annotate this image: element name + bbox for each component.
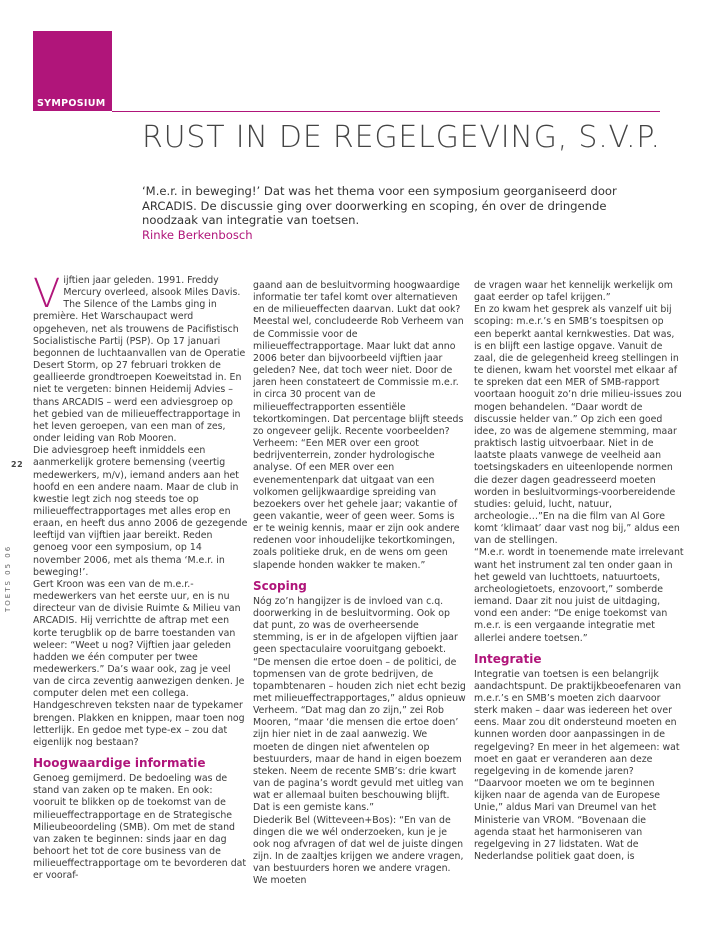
- column-2: [253, 280, 466, 888]
- article-lead: [142, 184, 662, 242]
- paragraph: Integratie van toetsen is een belangrijk aandachtspunt. De praktijkbeoefenaren van m.e.r.’s en SMB’s moeten zich daarvoor sterk maken – daar was iedereen het over eens. Maar zou dit ondersteund moeten en kunnen worden door aanpassingen in de regelgeving? En meer in het algemeen: wat moet en gaat er veranderen aan deze regelgeving in de komende jaren?: [474, 668, 682, 777]
- drop-cap: V: [33, 271, 61, 317]
- paragraph: En zo kwam het gesprek als vanzelf uit bij scoping: m.e.r.’s en SMB’s toespitsen op een beperkt aantal kernkwesties. Dat was, is en blijft een lastige opgave. Vanuit de zaal, die de gelegenheid kreeg stellingen in te dienen, kwam het voorstel met elkaar af te spreken dat een MER of SMB-rapport voortaan hooguit zo’n drie milieu-issues zou mogen behandelen. “Daar wordt de discussie helder van.” Op zich een goed idee, zo was de algemene stemming, maar praktisch lastig uitvoerbaar. Niet in de laatste plaats vanwege de veelheid aan toetsingskaders en uiteenlopende normen die dezer dagen geadresseerd moeten worden in besluitvormings-voorbereidende studies: geluid, lucht, natuur, archeologie…”En na die film van Al Gore komt ‘klimaat’ daar vast nog bij,” aldus een van de stellingen.: [474, 304, 682, 547]
- paragraph: Die adviesgroep heeft inmiddels een aanmerkelijk grotere bemensing (veertig medewerkers, m/v), iemand anders aan het hoofd en een andere naam. Maar de club in kwestie legt zich nog steeds toe op milieueffectrapportages met alles erop en eraan, en heeft dus anno 2006 de gezegende leeftijd van vijftien jaar bereikt. Reden genoeg voor een symposium, op 14 november 2006, met als thema ‘M.e.r. in beweging!’.: [33, 445, 248, 578]
- paragraph: de vragen waar het kennelijk werkelijk om gaat eerder op tafel krijgen.”: [474, 280, 673, 304]
- column-1: [33, 271, 248, 883]
- paragraph: Genoeg gemijmerd. De bedoeling was de stand van zaken op te maken. En ook: vooruit te blikken op de toekomst van de milieueffectrapportage en de Strategische Milieubeoordeling (SMB). Om met de stand van zaken te beginnen: sinds jaar en dag behoort het tot de core business van de milieueffectrapportage om te bevorderen dat er vooraf-: [33, 773, 247, 882]
- lead-text: ‘M.e.r. in beweging!’ Dat was het thema voor een symposium georganiseerd door ARCADIS. De discussie ging over doorwerking en scoping, én over de dringende noodzaak van integratie van toetsen.: [142, 184, 617, 227]
- header-rule: [112, 111, 660, 112]
- subheading-integratie: Integratie: [474, 651, 542, 666]
- magazine-issue-label: TOETS 05 06: [4, 544, 12, 612]
- paragraph: ijftien jaar geleden. 1991. Freddy Mercury overleed, alsook Miles Davis. The Silence of the Lambs ging in première. Het Warschaupact werd opgeheven, net als trouwens de Pacifistisch Socialistische Partij (PSP). Op 17 januari begonnen de luchtaanvallen van de Operatie Desert Storm, op 27 februari trokken de geallieerde grondtroepen Koeweitstad in. En niet te vergeten: binnen Heidemij Advies – thans ARCADIS – werd een adviesgroep op het gebied van de milieueffectrapportage in het leven geroepen, van een man of zes, onder leiding van Rob Mooren.: [33, 275, 246, 445]
- paragraph: Diederik Bel (Witteveen+Bos): “En van de dingen die we wél onderzoeken, kun je je ook nog afvragen of dat wel de juiste dingen zijn. In de zaaltjes krijgen we andere vragen, van bestuurders horen we andere vragen. We moeten: [253, 814, 464, 887]
- section-tag: SYMPOSIUM: [37, 98, 106, 109]
- column-3: [474, 280, 684, 863]
- subheading-scoping: Scoping: [253, 578, 307, 593]
- paragraph: Gert Kroon was een van de m.e.r.-medewerkers van het eerste uur, en is nu directeur van de divisie Ruimte & Milieu van ARCADIS. Hij verrichtte de aftrap met een korte terugblik op de barre toestanden van weleer: “Weet u nog? Vijftien jaar geleden hadden we één computer per twee medewerkers.” Da’s waar ook, zag je veel van de circa zeventig aanwezigen denken. Je computer delen met een collega. Handgeschreven teksten naar de typekamer brengen. Plakken en knippen, maar toen nog letterlijk. En gedoe met type-ex – zou dat eigenlijk nog bestaan?: [33, 578, 245, 748]
- article-headline: RUST IN DE REGELGEVING, S.V.P.: [142, 120, 661, 155]
- subheading-hoogwaardige-informatie: Hoogwaardige informatie: [33, 756, 206, 771]
- paragraph: “Daarvoor moeten we om te beginnen kijken naar de agenda van de Europese Unie,” aldus Mari van Dreumel van het Ministerie van VROM. “Bovenaan die agenda staat het harmoniseren van regelgeving in 27 lidstaten. Wat de Nederlandse politiek gaat doen, is: [474, 778, 661, 863]
- paragraph: gaand aan de besluitvorming hoogwaardige informatie ter tafel komt over alternatieven en de milieueffecten daarvan. Lukt dat ook? Meestal wel, concludeerde Rob Verheem van de Commissie voor de milieueffectrapportage. Maar lukt dat anno 2006 beter dan bijvoorbeeld vijftien jaar geleden? Nee, dat toch weer niet. Door de jaren heen constateert de Commissie m.e.r. in circa 30 procent van de milieueffectrapporten essentiële tekortkomingen. Dat percentage blijft steeds zo ongeveer gelijk. Recente voorbeelden? Verheem: “Een MER over een groot bedrijventerrein, zonder hydrologische analyse. Of een MER over een evenementenpark dat uitgaat van een volkomen gelijkwaardige spreiding van bezoekers over het gehele jaar; vakantie of geen vakantie, weer of geen weer. Soms is er te weinig kennis, maar er zijn ook andere redenen voor inhoudelijke tekortkomingen, zoals politieke druk, en de wens om geen slapende honden wakker te maken.”: [253, 280, 464, 571]
- author-byline: Rinke Berkenbosch: [142, 227, 253, 242]
- paragraph: “M.e.r. wordt in toenemende mate irrelevant want het instrument zal ten onder gaan in het geweld van luchttoets, natuurtoets, archeologietoets, enzovoort,” somberde iemand. Daar zit nou juist de uitdaging, vond een ander: “De enige toekomst van m.e.r. is een vergaande integratie met allerlei andere toetsen.”: [474, 547, 684, 644]
- page-number: 22: [11, 460, 24, 469]
- paragraph: Nóg zo’n hangijzer is de invloed van c.q. doorwerking in de besluitvorming. Ook op dat punt, zo was de overheersende stemming, is er in de afgelopen vijftien jaar geen spectaculaire vooruitgang geboekt. “De mensen die ertoe doen – de politici, de topmensen van de grote bedrijven, de topambtenaren – houden zich niet echt bezig met milieueffectrapportages,” aldus opnieuw Verheem. “Dat mag dan zo zijn,” zei Rob Mooren, “maar ‘die mensen die ertoe doen’ zijn hier niet in de zaal aanwezig. We moeten de dingen niet afwentelen op bestuurders, maar de hand in eigen boezem steken. Neem de recente SMB’s: drie kwart van de pagina’s wordt gevuld met uitleg van wat er allemaal buiten beschouwing blijft. Dat is een gemiste kans.”: [253, 595, 466, 814]
